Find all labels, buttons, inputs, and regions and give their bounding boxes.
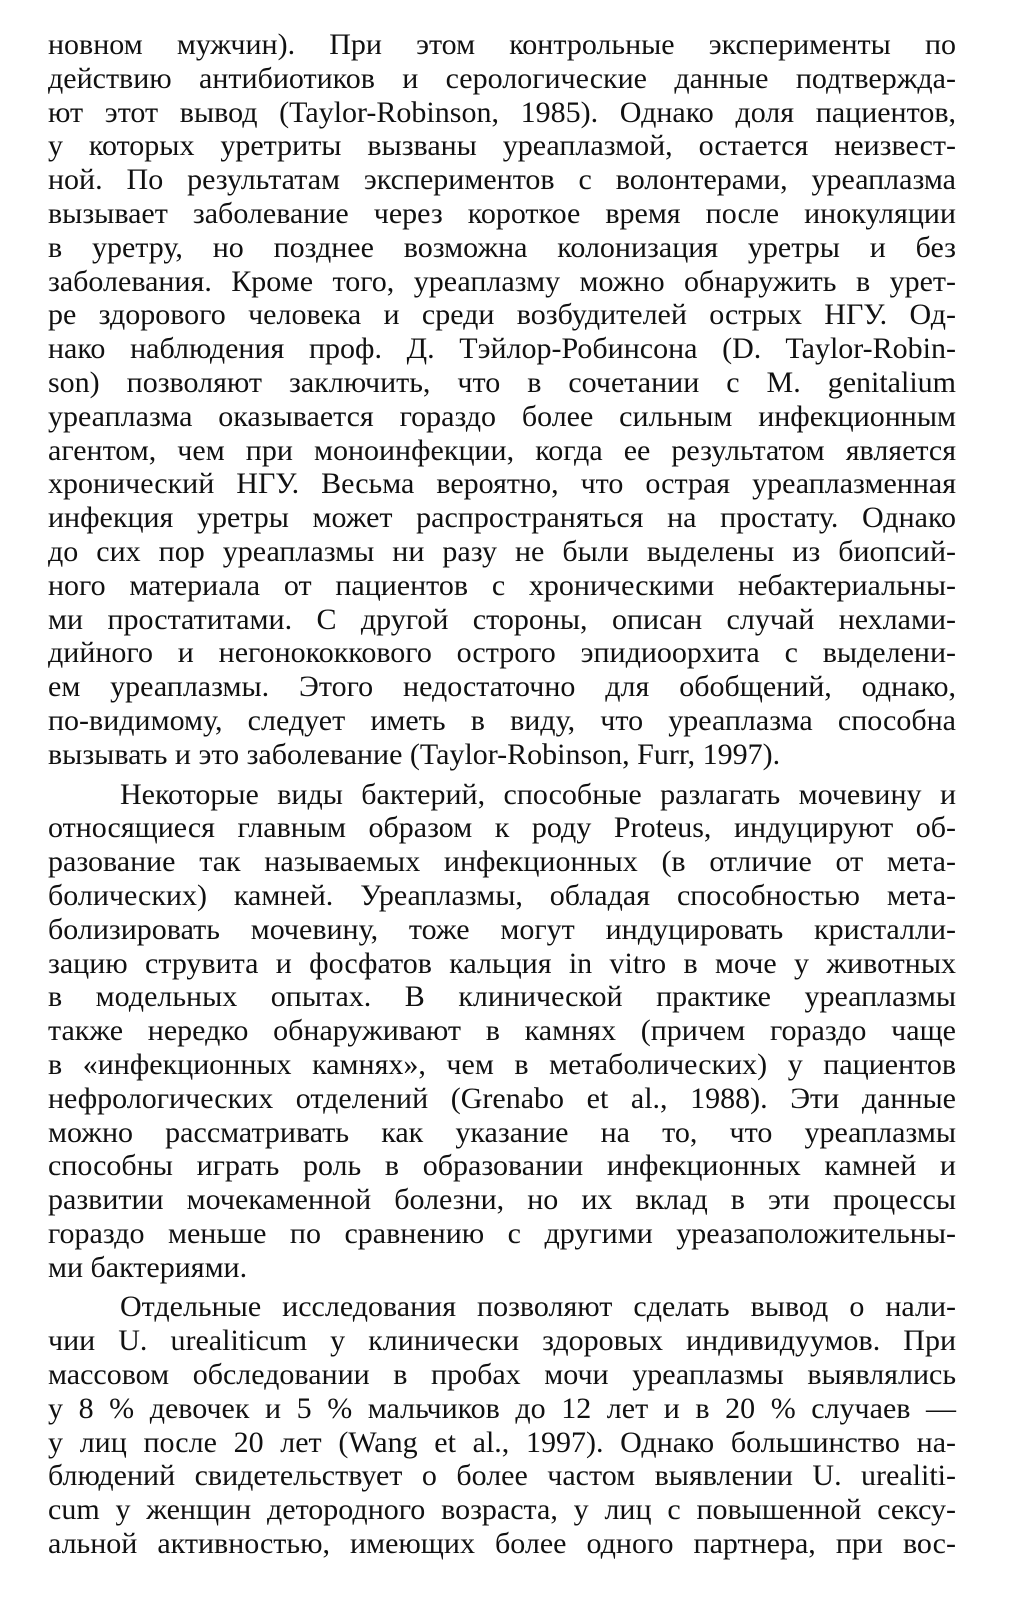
- text-line: у лиц после 20 лет (Wang et al., 1997). Однако большинство на-: [48, 1425, 956, 1459]
- text-line: также нередко обнаруживают в камнях (причем гораздо чаще: [48, 1014, 956, 1048]
- text-line: ного материала от пациентов с хроническими небактериальны-: [48, 568, 956, 602]
- paragraph-1: [48, 28, 956, 772]
- text-line: действию антибиотиков и серологические данные подтвержда-: [48, 61, 956, 95]
- text-line: дийного и негонококкового острого эпидиоорхита с выделени-: [48, 636, 956, 670]
- text-line: можно рассматривать как указание на то, что уреаплазмы: [48, 1115, 956, 1149]
- paragraph-2: [48, 778, 956, 1285]
- text-line: по-видимому, следует иметь в виду, что уреаплазма способна: [48, 703, 956, 737]
- text-line: зацию струвита и фосфатов кальция in vitro в моче у животных: [48, 946, 956, 980]
- text-line: вызывает заболевание через короткое время после инокуляции: [48, 196, 956, 230]
- text-line: до сих пор уреаплазмы ни разу не были выделены из биопсий-: [48, 534, 956, 568]
- text-line: ми бактериями.: [48, 1250, 248, 1284]
- text-line: заболевания. Кроме того, уреаплазму можно обнаружить в урет-: [48, 264, 956, 298]
- text-line: инфекция уретры может распространяться на простату. Однако: [48, 501, 956, 535]
- text-line: разование так называемых инфекционных (в отличие от мета-: [48, 845, 956, 879]
- text-line: ной. По результатам экспериментов с волонтерами, уреаплазма: [48, 163, 956, 197]
- text-line: нако наблюдения проф. Д. Тэйлор-Робинсона (D. Taylor-Robin-: [48, 332, 956, 366]
- text-line: вызывать и это заболевание (Taylor-Robinson, Furr, 1997).: [48, 737, 781, 771]
- text-line: способны играть роль в образовании инфекционных камней и: [48, 1149, 956, 1183]
- paragraph-3: [48, 1290, 956, 1560]
- text-line: уреаплазма оказывается гораздо более сильным инфекционным: [48, 399, 956, 433]
- text-line: cum у женщин детородного возраста, у лиц с повышенной сексу-: [48, 1493, 956, 1527]
- text-line: ют этот вывод (Taylor-Robinson, 1985). Однако доля пациентов,: [48, 95, 956, 129]
- text-line: новном мужчин). При этом контрольные эксперименты по: [48, 28, 956, 61]
- document-page: [48, 28, 956, 1561]
- text-line: гораздо меньше по сравнению с другими уреазаположительны-: [48, 1216, 956, 1250]
- text-line: в уретру, но позднее возможна колонизация уретры и без: [48, 230, 956, 264]
- text-line: массовом обследовании в пробах мочи уреаплазмы выявлялись: [48, 1358, 956, 1392]
- text-line: относящиеся главным образом к роду Proteus, индуцируют об-: [48, 811, 956, 845]
- text-line: ре здорового человека и среди возбудителей острых НГУ. Од-: [48, 298, 956, 332]
- text-line: болизировать мочевину, тоже могут индуцировать кристалли-: [48, 912, 956, 946]
- text-line: в «инфекционных камнях», чем в метаболических) у пациентов: [48, 1047, 956, 1081]
- text-line: нефрологических отделений (Grenabo et al., 1988). Эти данные: [48, 1081, 956, 1115]
- text-line: у 8 % девочек и 5 % мальчиков до 12 лет и в 20 % случаев —: [48, 1391, 956, 1425]
- text-line: альной активностью, имеющих более одного партнера, при вос-: [48, 1527, 956, 1561]
- text-line: в модельных опытах. В клинической практике уреаплазмы: [48, 980, 956, 1014]
- text-line: агентом, чем при моноинфекции, когда ее результатом является: [48, 433, 956, 467]
- text-line: ми простатитами. С другой стороны, описан случай нехлами-: [48, 602, 956, 636]
- text-line: чии U. urealiticum у клинически здоровых индивидуумов. При: [48, 1324, 956, 1358]
- text-line: Отдельные исследования позволяют сделать вывод о нали-: [120, 1290, 956, 1324]
- text-line: Некоторые виды бактерий, способные разлагать мочевину и: [120, 777, 956, 811]
- text-line: блюдений свидетельствует о более частом выявлении U. urealiti-: [48, 1459, 956, 1493]
- text-line: ем уреаплазмы. Этого недостаточно для обобщений, однако,: [48, 670, 956, 704]
- text-line: у которых уретриты вызваны уреаплазмой, остается неизвест-: [48, 129, 956, 163]
- text-line: хронический НГУ. Весьма вероятно, что острая уреаплазменная: [48, 467, 956, 501]
- text-line: развитии мочекаменной болезни, но их вклад в эти процессы: [48, 1183, 956, 1217]
- text-line: болических) камней. Уреаплазмы, обладая способностью мета-: [48, 878, 956, 912]
- text-line: son) позволяют заключить, что в сочетании с M. genitalium: [48, 365, 956, 399]
